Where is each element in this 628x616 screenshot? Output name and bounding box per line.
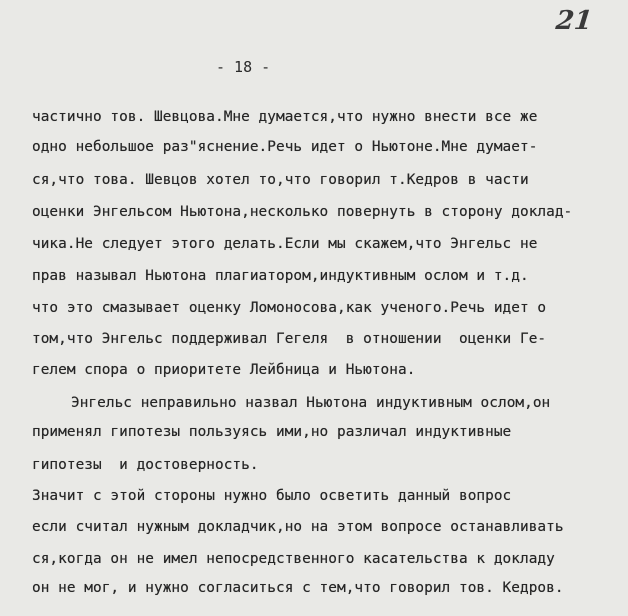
text-line-5: чика.Не следует этого делать.Если мы скажем,что Энгельс не <box>32 236 538 252</box>
text-line-2: одно небольшое раз"яснение.Речь идет о Ньютоне.Мне думает- <box>32 139 538 155</box>
text-line-11: применял гипотезы пользуясь ими,но различал индуктивные <box>32 424 512 440</box>
text-line-12: гипотезы и достоверность. <box>32 457 259 473</box>
text-line-8: том,что Энгельс поддерживал Гегеля в отношении оценки Ге- <box>32 331 547 347</box>
page-header-number: - 18 - <box>216 58 271 76</box>
text-line-7: что это смазывает оценку Ломоносова,как ученого.Речь идет о <box>32 300 547 316</box>
text-line-1: частично тов. Шевцова.Мне думается,что нужно внести все же <box>32 109 538 125</box>
text-line-15: ся,когда он не имел непосредственного касательства к докладу <box>32 551 555 567</box>
text-line-4: оценки Энгельсом Ньютона,несколько повернуть в сторону доклад- <box>32 204 573 220</box>
text-line-13: Значит с этой стороны нужно было осветить данный вопрос <box>32 488 512 504</box>
handwritten-page-number: 21 <box>554 6 594 36</box>
text-line-9: гелем спора о приоритете Лейбница и Ньютона. <box>32 362 416 378</box>
text-line-3: ся,что това. Шевцов хотел то,что говорил т.Кедров в части <box>32 172 529 188</box>
text-line-6: прав называл Ньютона плагиатором,индуктивным ослом и т.д. <box>32 268 529 284</box>
text-line-14: если считал нужным докладчик,но на этом вопросе останавливать <box>32 519 564 535</box>
text-line-16: он не мог, и нужно согласиться с тем,что говорил тов. Кедров. <box>32 580 564 596</box>
text-line-10: Энгельс неправильно назвал Ньютона индуктивным ослом,он <box>71 395 551 411</box>
